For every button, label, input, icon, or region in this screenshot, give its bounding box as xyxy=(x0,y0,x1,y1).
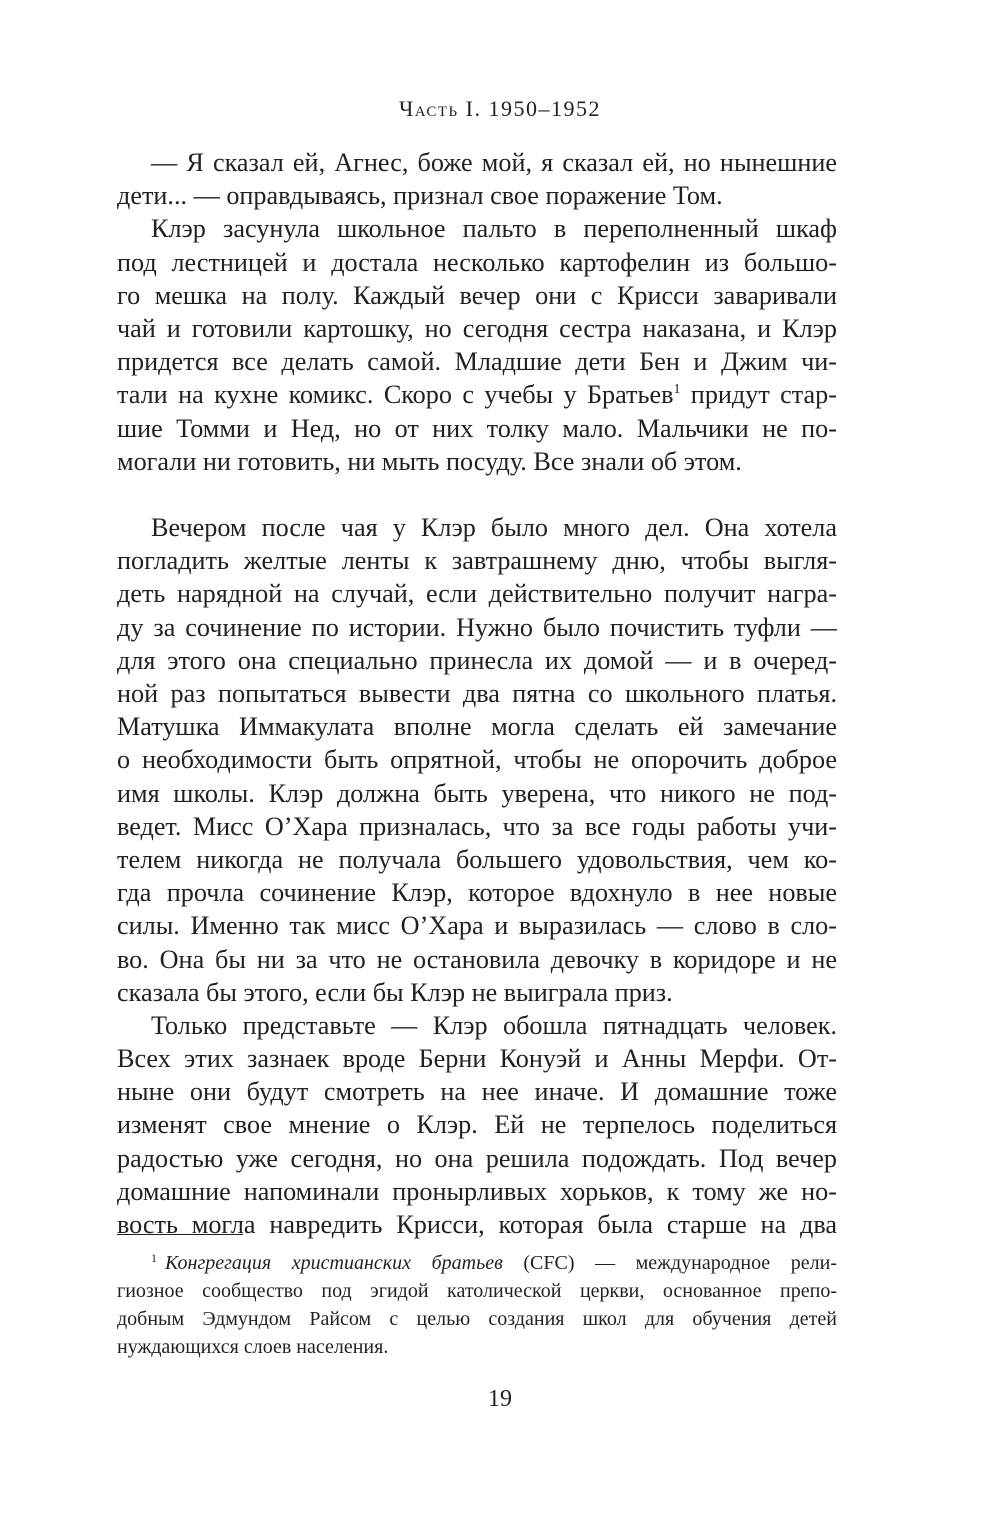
text-line: под лестницей и достала несколько картофелин из большо- xyxy=(117,247,837,277)
running-head-years: 1950–1952 xyxy=(488,96,601,121)
text-line: деть нарядной на случай, если действительно получит награ- xyxy=(117,579,837,609)
text-line: вость могла навредить Крисси, которая была старше на два xyxy=(117,1210,837,1239)
text-line-with-footnote-ref xyxy=(117,378,837,411)
section-break xyxy=(117,478,837,511)
text-line: могали ни готовить, ни мыть посуду. Все знали об этом. xyxy=(117,446,742,476)
text-line: гда прочла сочинение Клэр, которое вдохнуло в нее новые xyxy=(117,878,837,908)
paragraph xyxy=(117,146,837,212)
text-line: Клэр засунула школьное пальто в переполненный шкаф xyxy=(151,214,837,244)
text-line: силы. Именно так мисс О’Хара и выразилась — слово в сло- xyxy=(117,911,837,941)
page-number: 19 xyxy=(488,1386,512,1412)
text-line: — Я сказал ей, Агнес, боже мой, я сказал ей, но нынешние xyxy=(151,148,837,177)
text-line: радостью уже сегодня, но она решила подождать. Под вечер xyxy=(117,1143,837,1173)
text-line: Только представьте — Клэр обошла пятнадцать человек. xyxy=(151,1010,837,1040)
footnote-line xyxy=(117,1249,837,1277)
text-line: имя школы. Клэр должна быть уверена, что никого не под- xyxy=(117,778,837,808)
text-line: Всех этих зазнаек вроде Берни Конуэй и Анны Мерфи. От- xyxy=(117,1044,837,1074)
text-line: дети... — оправдываясь, признал свое поражение Том. xyxy=(117,181,723,211)
text-line: чай и готовили картошку, но сегодня сестра наказана, и Клэр xyxy=(117,313,837,343)
text-segment: придут стар- xyxy=(680,380,837,410)
body-text xyxy=(117,146,837,1241)
footnotes xyxy=(117,1249,837,1361)
paragraph xyxy=(117,212,837,478)
text-line: о необходимости быть опрятной, чтобы не опорочить доброе xyxy=(117,745,837,775)
text-segment: тали на кухне комикс. Скоро с учебы у Братьев xyxy=(117,380,674,410)
paragraph xyxy=(117,1009,837,1241)
text-line: придется все делать самой. Младшие дети Бен и Джим чи- xyxy=(117,347,837,377)
text-line: погладить желтые ленты к завтрашнему дню, чтобы выгля- xyxy=(117,546,837,576)
footnote-line: нуждающихся слоев населения. xyxy=(117,1336,389,1358)
text-line: ныне они будут смотреть на нее иначе. И домашние тоже xyxy=(117,1077,837,1107)
text-line: шие Томми и Нед, но от них толку мало. Мальчики не по- xyxy=(117,413,837,443)
text-line: ной раз попытаться вывести два пятна со школьного платья. xyxy=(117,679,837,708)
running-head xyxy=(0,96,1000,122)
footnote-separator xyxy=(117,1234,243,1235)
footnote-reference-link[interactable]: 1 xyxy=(673,382,681,398)
text-line: изменят свое мнение о Клэр. Ей не терпелось поделиться xyxy=(117,1110,837,1140)
text-line: ду за сочинение по истории. Нужно было почистить туфли — xyxy=(117,612,837,642)
paragraph xyxy=(117,511,837,1009)
text-line: сказала бы этого, если бы Клэр не выиграла приз. xyxy=(117,977,673,1007)
text-line: Вечером после чая у Клэр было много дел. Она хотела xyxy=(151,513,837,543)
footnote-mark: 1 xyxy=(151,1251,157,1265)
text-line: во. Она бы ни за что не остановила девочку в коридоре и не xyxy=(117,944,837,974)
text-line: ведет. Мисс О’Хара призналась, что за все годы работы учи- xyxy=(117,811,837,841)
text-segment: (CFC) — международное рели- xyxy=(502,1252,837,1274)
text-line: го мешка на полу. Каждый вечер они с Крисси заваривали xyxy=(117,280,837,310)
text-line: домашние напоминали пронырливых хорьков, к тому же но- xyxy=(117,1176,837,1206)
text-line: телем никогда не получала большего удовольствия, чем ко- xyxy=(117,844,837,874)
footnote xyxy=(117,1249,837,1361)
running-head-part: Часть I. xyxy=(399,96,482,121)
footnote-term: Конгрегация христианских братьев xyxy=(165,1252,503,1274)
text-line: для этого она специально принесла их домой — и в очеред- xyxy=(117,645,837,675)
text-line: Матушка Иммакулата вполне могла сделать ей замечание xyxy=(117,712,837,742)
footnote-line: гиозное сообщество под эгидой католической церкви, основанное препо- xyxy=(117,1280,837,1302)
footnote-line: добным Эдмундом Райсом с целью создания школ для обучения детей xyxy=(117,1308,837,1330)
